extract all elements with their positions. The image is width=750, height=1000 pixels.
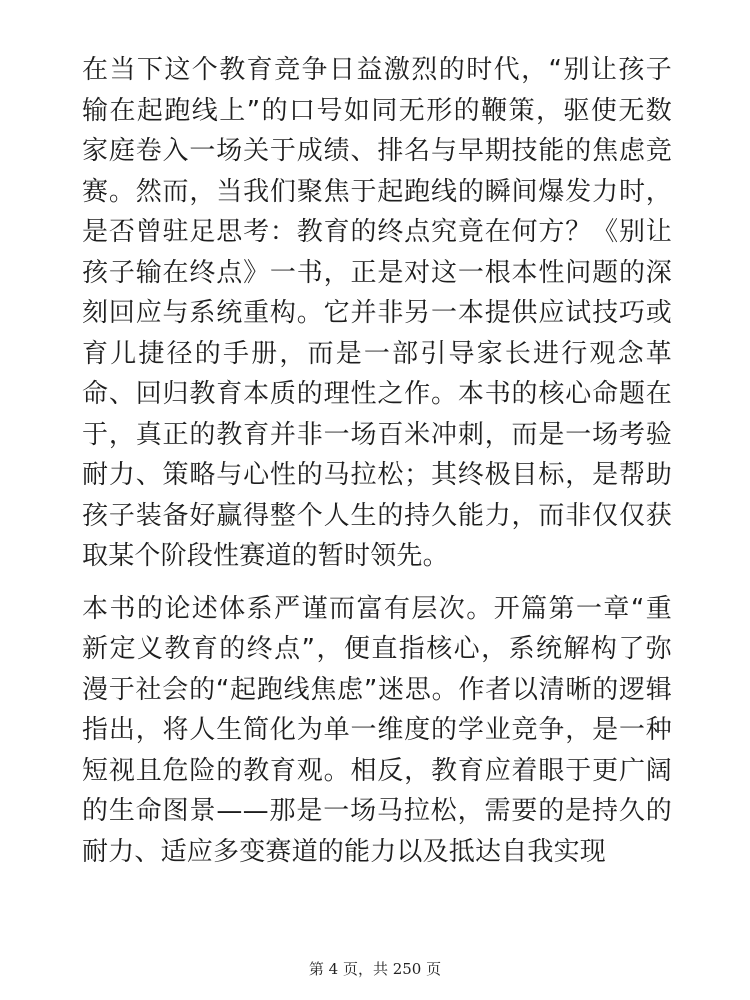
page-number-footer: 第 4 页，共 250 页 [308, 960, 442, 978]
paragraph-1: 在当下这个教育竞争日益激烈的时代，“别让孩子输在起跑线上”的口号如同无形的鞭策，驱使无数家庭卷入一场关于成绩、排名与早期技能的焦虑竞赛。然而，当我们聚焦于起跑线的瞬间爆发力时，是否曾驻足思考：教育的终点究竟在何方？《别让孩子输在终点》一书，正是对这一根本性问题的深刻回应与系统重构。它并非另一本提供应试技巧或育儿捷径的手册，而是一部引导家长进行观念革命、回归教育本质的理性之作。本书的核心命题在于，真正的教育并非一场百米冲刺，而是一场考验耐力、策略与心性的马拉松；其终极目标，是帮助孩子装备好赢得整个人生的持久能力，而非仅仅获取某个阶段性赛道的暂时领先。 [82, 55, 672, 571]
body-text [82, 50, 672, 872]
paragraph-2: 本书的论述体系严谨而富有层次。开篇第一章“重新定义教育的终点”，便直指核心，系统解构了弥漫于社会的“起跑线焦虑”迷思。作者以清晰的逻辑指出，将人生简化为单一维度的学业竞争，是一种短视且危险的教育观。相反，教育应着眼于更广阔的生命图景——那是一场马拉松，需要的是持久的耐力、适应多变赛道的能力以及抵达自我实现 [82, 593, 672, 867]
